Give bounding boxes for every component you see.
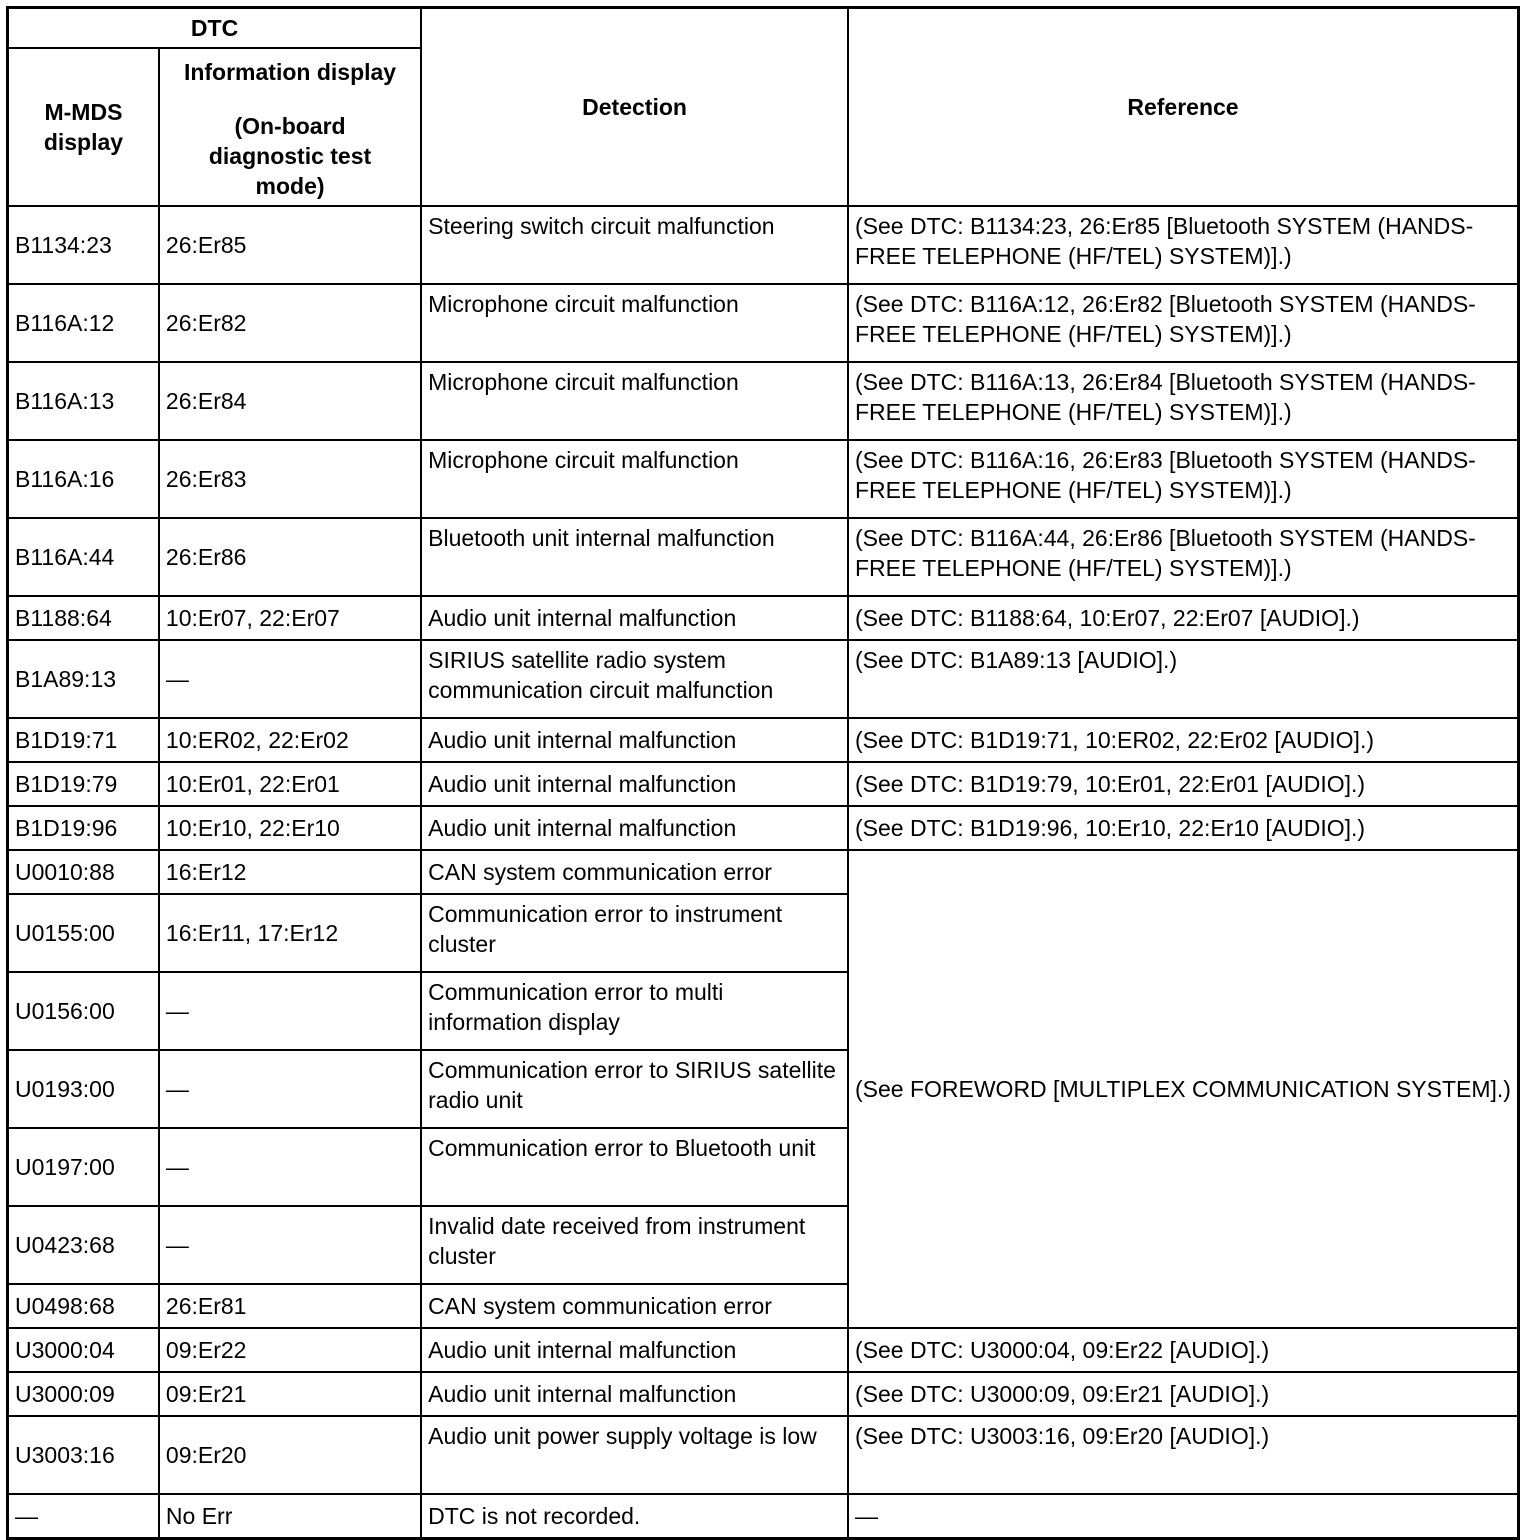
detection-cell: CAN system communication error bbox=[421, 850, 848, 894]
mmds-cell: U3000:09 bbox=[8, 1372, 159, 1416]
mmds-cell: B1D19:71 bbox=[8, 718, 159, 762]
detection-cell: Microphone circuit malfunction bbox=[421, 362, 848, 440]
detection-cell: Bluetooth unit internal malfunction bbox=[421, 518, 848, 596]
reference-cell: (See DTC: B116A:13, 26:Er84 [Bluetooth SYSTEM (HANDS-FREE TELEPHONE (HF/TEL) SYSTEM)].) bbox=[848, 362, 1519, 440]
detection-cell: Audio unit power supply voltage is low bbox=[421, 1416, 848, 1494]
table-row bbox=[8, 284, 1519, 362]
mmds-cell: U0498:68 bbox=[8, 1284, 159, 1328]
info-cell: — bbox=[159, 1128, 421, 1206]
reference-cell: (See DTC: B116A:16, 26:Er83 [Bluetooth SYSTEM (HANDS-FREE TELEPHONE (HF/TEL) SYSTEM)].) bbox=[848, 440, 1519, 518]
detection-cell: Audio unit internal malfunction bbox=[421, 596, 848, 640]
mmds-cell: U0156:00 bbox=[8, 972, 159, 1050]
detection-cell: Audio unit internal malfunction bbox=[421, 718, 848, 762]
table-row bbox=[8, 1494, 1519, 1539]
mmds-cell: B116A:44 bbox=[8, 518, 159, 596]
reference-cell: (See DTC: B1D19:71, 10:ER02, 22:Er02 [AUDIO].) bbox=[848, 718, 1519, 762]
mmds-cell: U0423:68 bbox=[8, 1206, 159, 1284]
info-cell: 09:Er21 bbox=[159, 1372, 421, 1416]
info-cell: 26:Er86 bbox=[159, 518, 421, 596]
info-cell: 26:Er82 bbox=[159, 284, 421, 362]
table-row bbox=[8, 362, 1519, 440]
reference-cell: (See DTC: B1134:23, 26:Er85 [Bluetooth SYSTEM (HANDS-FREE TELEPHONE (HF/TEL) SYSTEM)].) bbox=[848, 206, 1519, 284]
info-cell: 10:Er10, 22:Er10 bbox=[159, 806, 421, 850]
info-cell: 10:Er01, 22:Er01 bbox=[159, 762, 421, 806]
reference-cell: (See DTC: B1A89:13 [AUDIO].) bbox=[848, 640, 1519, 718]
detection-cell: Microphone circuit malfunction bbox=[421, 284, 848, 362]
table-row bbox=[8, 806, 1519, 850]
reference-cell: — bbox=[848, 1494, 1519, 1539]
table-row bbox=[8, 640, 1519, 718]
info-cell: 16:Er11, 17:Er12 bbox=[159, 894, 421, 972]
reference-cell: (See DTC: U3000:04, 09:Er22 [AUDIO].) bbox=[848, 1328, 1519, 1372]
detection-cell: Audio unit internal malfunction bbox=[421, 762, 848, 806]
mmds-cell: B1D19:96 bbox=[8, 806, 159, 850]
info-cell: — bbox=[159, 640, 421, 718]
table-row bbox=[8, 762, 1519, 806]
detection-cell: Communication error to instrument cluster bbox=[421, 894, 848, 972]
dtc-table-wrapper bbox=[6, 6, 1520, 1540]
info-cell: — bbox=[159, 972, 421, 1050]
information-display-header bbox=[159, 48, 421, 206]
table-row bbox=[8, 440, 1519, 518]
mmds-cell: B1134:23 bbox=[8, 206, 159, 284]
table-row bbox=[8, 1372, 1519, 1416]
table-row bbox=[8, 1416, 1519, 1494]
reference-cell: (See DTC: U3003:16, 09:Er20 [AUDIO].) bbox=[848, 1416, 1519, 1494]
reference-cell: (See DTC: U3000:09, 09:Er21 [AUDIO].) bbox=[848, 1372, 1519, 1416]
info-cell: 26:Er81 bbox=[159, 1284, 421, 1328]
reference-cell: (See DTC: B116A:12, 26:Er82 [Bluetooth SYSTEM (HANDS-FREE TELEPHONE (HF/TEL) SYSTEM)].) bbox=[848, 284, 1519, 362]
mmds-cell: B116A:12 bbox=[8, 284, 159, 362]
reference-cell: (See DTC: B1D19:79, 10:Er01, 22:Er01 [AUDIO].) bbox=[848, 762, 1519, 806]
table-row bbox=[8, 1328, 1519, 1372]
mmds-cell: — bbox=[8, 1494, 159, 1539]
mmds-cell: B1188:64 bbox=[8, 596, 159, 640]
info-cell: — bbox=[159, 1050, 421, 1128]
detection-cell: Audio unit internal malfunction bbox=[421, 1328, 848, 1372]
mmds-cell: B116A:13 bbox=[8, 362, 159, 440]
reference-cell: (See DTC: B1188:64, 10:Er07, 22:Er07 [AUDIO].) bbox=[848, 596, 1519, 640]
detection-cell: DTC is not recorded. bbox=[421, 1494, 848, 1539]
info-cell: 26:Er84 bbox=[159, 362, 421, 440]
table-row bbox=[8, 718, 1519, 762]
dtc-table bbox=[6, 6, 1520, 1540]
table-row bbox=[8, 850, 1519, 894]
table-row bbox=[8, 596, 1519, 640]
detection-cell: Audio unit internal malfunction bbox=[421, 1372, 848, 1416]
mmds-cell: U3003:16 bbox=[8, 1416, 159, 1494]
info-cell: No Err bbox=[159, 1494, 421, 1539]
info-cell: 26:Er83 bbox=[159, 440, 421, 518]
reference-cell: (See DTC: B116A:44, 26:Er86 [Bluetooth SYSTEM (HANDS-FREE TELEPHONE (HF/TEL) SYSTEM)].) bbox=[848, 518, 1519, 596]
mmds-cell: U0155:00 bbox=[8, 894, 159, 972]
mmds-cell: B1D19:79 bbox=[8, 762, 159, 806]
detection-cell: Steering switch circuit malfunction bbox=[421, 206, 848, 284]
table-row bbox=[8, 206, 1519, 284]
mmds-cell: B116A:16 bbox=[8, 440, 159, 518]
mmds-display-header: M-MDS display bbox=[8, 48, 159, 206]
mmds-cell: U0193:00 bbox=[8, 1050, 159, 1128]
mmds-cell: U3000:04 bbox=[8, 1328, 159, 1372]
dtc-header: DTC bbox=[8, 8, 422, 48]
detection-cell: Microphone circuit malfunction bbox=[421, 440, 848, 518]
mmds-cell: U0197:00 bbox=[8, 1128, 159, 1206]
shared-reference-cell: (See FOREWORD [MULTIPLEX COMMUNICATION SYSTEM].) bbox=[848, 850, 1519, 1328]
information-display-title: Information display bbox=[183, 58, 397, 85]
info-cell: 26:Er85 bbox=[159, 206, 421, 284]
reference-cell: (See DTC: B1D19:96, 10:Er10, 22:Er10 [AUDIO].) bbox=[848, 806, 1519, 850]
info-cell: 16:Er12 bbox=[159, 850, 421, 894]
detection-cell: SIRIUS satellite radio system communication circuit malfunction bbox=[421, 640, 848, 718]
mmds-cell: B1A89:13 bbox=[8, 640, 159, 718]
mmds-cell: U0010:88 bbox=[8, 850, 159, 894]
detection-cell: Audio unit internal malfunction bbox=[421, 806, 848, 850]
info-cell: 10:Er07, 22:Er07 bbox=[159, 596, 421, 640]
detection-header: Detection bbox=[421, 8, 848, 206]
dtc-table-body bbox=[8, 206, 1519, 1539]
reference-header: Reference bbox=[848, 8, 1519, 206]
info-cell: 09:Er20 bbox=[159, 1416, 421, 1494]
detection-cell: Invalid date received from instrument cluster bbox=[421, 1206, 848, 1284]
info-cell: 09:Er22 bbox=[159, 1328, 421, 1372]
detection-cell: Communication error to multi information display bbox=[421, 972, 848, 1050]
detection-cell: Communication error to Bluetooth unit bbox=[421, 1128, 848, 1206]
detection-cell: CAN system communication error bbox=[421, 1284, 848, 1328]
information-display-subtitle: (On-board diagnostic test mode) bbox=[208, 112, 372, 199]
detection-cell: Communication error to SIRIUS satellite radio unit bbox=[421, 1050, 848, 1128]
info-cell: 10:ER02, 22:Er02 bbox=[159, 718, 421, 762]
info-cell: — bbox=[159, 1206, 421, 1284]
table-row bbox=[8, 518, 1519, 596]
